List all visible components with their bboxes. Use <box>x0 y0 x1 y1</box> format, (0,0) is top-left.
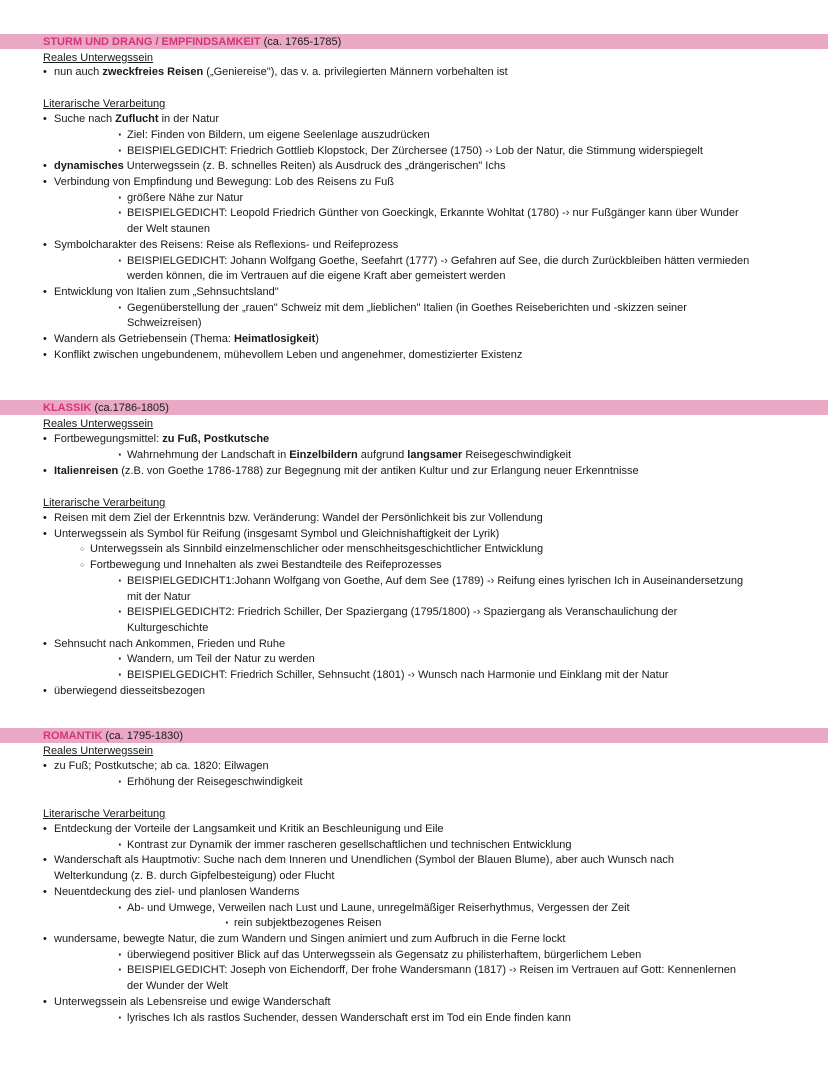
list-item: • überwiegend diesseitsbezogen <box>54 684 205 699</box>
subheading-literary: Literarische Verarbeitung <box>43 808 166 820</box>
section-title <box>43 729 183 743</box>
section-period: (ca. 1765-1785) <box>263 36 342 48</box>
subheading-real: Reales Unterwegssein <box>43 745 154 757</box>
section-romantik <box>0 728 828 1024</box>
list-item: • Sehnsucht nach Ankommen, Frieden und Ruhe <box>54 637 285 652</box>
list-subitem: · lyrisches Ich als rastlos Suchender, dessen Wanderschaft erst im Tod ein Ende finden kann <box>127 1011 571 1026</box>
list-item: • Wanderschaft als Hauptmotiv: Suche nach dem Inneren und Unendlichen (Symbol der Blauen Blume), aber auch Wunsch nach <box>54 853 674 868</box>
list-subitem: · BEISPIELGEDICHT: Friedrich Schiller, Sehnsucht (1801) -› Wunsch nach Harmonie und Einklang mit der Natur <box>127 668 668 683</box>
list-subitem-continued: mit der Natur <box>127 591 191 603</box>
list-subitem: ○ Fortbewegung und Innehalten als zwei Bestandteile des Reifeprozesses <box>90 558 442 573</box>
list-subitem-continued: Kulturgeschichte <box>127 622 209 634</box>
section-header-band <box>0 400 828 415</box>
list-subitem: · Kontrast zur Dynamik der immer rascheren gesellschaftlichen und technischen Entwicklung <box>127 838 572 853</box>
subheading-literary: Literarische Verarbeitung <box>43 98 166 110</box>
list-subitem: ○ Unterwegssein als Sinnbild einzelmenschlicher oder menschheitsgeschichtlicher Entwicklung <box>90 542 543 557</box>
list-subitem: · BEISPIELGEDICHT: Johann Wolfgang Goethe, Seefahrt (1777) -› Gefahren auf See, die durch Zurückbleiben hätten vermieden <box>127 254 749 269</box>
list-item: • Suche nach Zuflucht in der Natur <box>54 112 219 127</box>
list-subitem: · Wandern, um Teil der Natur zu werden <box>127 652 315 667</box>
list-subitem-continued: werden können, die im Vertrauen auf die eigene Kraft aber gemeistert werden <box>127 270 506 282</box>
section-title <box>43 35 341 49</box>
list-item: • Fortbewegungsmittel: zu Fuß, Postkutsche <box>54 432 269 447</box>
list-subitem: · BEISPIELGEDICHT: Friedrich Gottlieb Klopstock, Der Zürchersee (1750) -› Lob der Natur, die Stimmung widerspiegelt <box>127 144 703 159</box>
list-item: • Konflikt zwischen ungebundenem, mühevollem Leben und angenehmer, domestizierter Existenz <box>54 348 522 363</box>
list-subitem: · größere Nähe zur Natur <box>127 191 243 206</box>
list-subitem: · Ziel: Finden von Bildern, um eigene Seelenlage auszudrücken <box>127 128 430 143</box>
section-header-band <box>0 34 828 49</box>
list-subitem: · Gegenüberstellung der „rauen" Schweiz mit dem „lieblichen" Italien (in Goethes Reiseberichten und -skizzen seiner <box>127 301 687 316</box>
subheading-literary: Literarische Verarbeitung <box>43 497 166 509</box>
section-header-band <box>0 728 828 743</box>
section-title-text: ROMANTIK <box>43 730 103 742</box>
list-subsubitem: · rein subjektbezogenes Reisen <box>234 916 381 931</box>
list-item: • Unterwegssein als Lebensreise und ewige Wanderschaft <box>54 995 331 1010</box>
section-klassik <box>0 400 828 697</box>
list-subitem-continued: der Welt staunen <box>127 223 210 235</box>
section-period: (ca.1786-1805) <box>94 402 169 414</box>
list-subitem: · überwiegend positiver Blick auf das Unterwegssein als Gegensatz zu philisterhaftem, bürgerlichem Leben <box>127 948 641 963</box>
section-title <box>43 401 169 415</box>
list-item: • Symbolcharakter des Reisens: Reise als Reflexions- und Reifeprozess <box>54 238 398 253</box>
list-item: • Entwicklung von Italien zum „Sehnsuchtsland" <box>54 285 279 300</box>
list-subitem-continued: Schweizreisen) <box>127 317 202 329</box>
list-item: • dynamisches Unterwegssein (z. B. schnelles Reiten) als Ausdruck des „drängerischen" Ichs <box>54 159 505 174</box>
section-title-text: STURM UND DRANG / EMPFINDSAMKEIT <box>43 36 261 48</box>
list-item: • zu Fuß; Postkutsche; ab ca. 1820: Eilwagen <box>54 759 269 774</box>
list-subitem: · BEISPIELGEDICHT: Joseph von Eichendorff, Der frohe Wandersmann (1817) -› Reisen im Vertrauen auf Gott: Kennenlernen <box>127 963 736 978</box>
list-item: • Neuentdeckung des ziel- und planlosen Wanderns <box>54 885 299 900</box>
list-item: • Wandern als Getriebensein (Thema: Heimatlosigkeit) <box>54 332 319 347</box>
section-title-text: KLASSIK <box>43 402 92 414</box>
subheading-real: Reales Unterwegssein <box>43 418 154 430</box>
subheading-real: Reales Unterwegssein <box>43 52 154 64</box>
list-item: • Unterwegssein als Symbol für Reifung (insgesamt Symbol und Gleichnishaftigkeit der Lyrik) <box>54 527 499 542</box>
list-item: • Verbindung von Empfindung und Bewegung: Lob des Reisens zu Fuß <box>54 175 394 190</box>
list-subitem: · BEISPIELGEDICHT2: Friedrich Schiller, Der Spaziergang (1795/1800) -› Spaziergang als Veranschaulichung der <box>127 605 677 620</box>
list-item: • Reisen mit dem Ziel der Erkenntnis bzw. Veränderung: Wandel der Persönlichkeit bis zur Vollendung <box>54 511 543 526</box>
list-item-continued: Welterkundung (z. B. durch Gipfelbesteigung) oder Flucht <box>54 870 335 882</box>
section-sturm-und-drang <box>0 34 828 361</box>
list-subitem: · Ab- und Umwege, Verweilen nach Lust und Laune, unregelmäßiger Reiserhythmus, Vergessen der Zeit <box>127 901 630 916</box>
list-subitem: · BEISPIELGEDICHT1:Johann Wolfgang von Goethe, Auf dem See (1789) -› Reifung eines lyrischen Ich in Auseinandersetzung <box>127 574 743 589</box>
list-subitem-continued: der Wunder der Welt <box>127 980 229 992</box>
list-subitem: · BEISPIELGEDICHT: Leopold Friedrich Günther von Goeckingk, Erkannte Wohltat (1780) -› nur Fußgänger kann über Wunder <box>127 206 739 221</box>
list-item: • nun auch zweckfreies Reisen („Geniereise"), das v. a. privilegierten Männern vorbehalten ist <box>54 65 508 80</box>
section-period: (ca. 1795-1830) <box>105 730 184 742</box>
list-item: • Italienreisen (z.B. von Goethe 1786-1788) zur Begegnung mit der antiken Kultur und zur Erlangung neuer Erkenntnisse <box>54 464 639 479</box>
list-subitem: · Wahrnehmung der Landschaft in Einzelbildern aufgrund langsamer Reisegeschwindigkeit <box>127 448 571 463</box>
list-item: • wundersame, bewegte Natur, die zum Wandern und Singen animiert und zum Aufbruch in die Ferne lockt <box>54 932 565 947</box>
list-item: • Entdeckung der Vorteile der Langsamkeit und Kritik an Beschleunigung und Eile <box>54 822 444 837</box>
list-subitem: · Erhöhung der Reisegeschwindigkeit <box>127 775 303 790</box>
